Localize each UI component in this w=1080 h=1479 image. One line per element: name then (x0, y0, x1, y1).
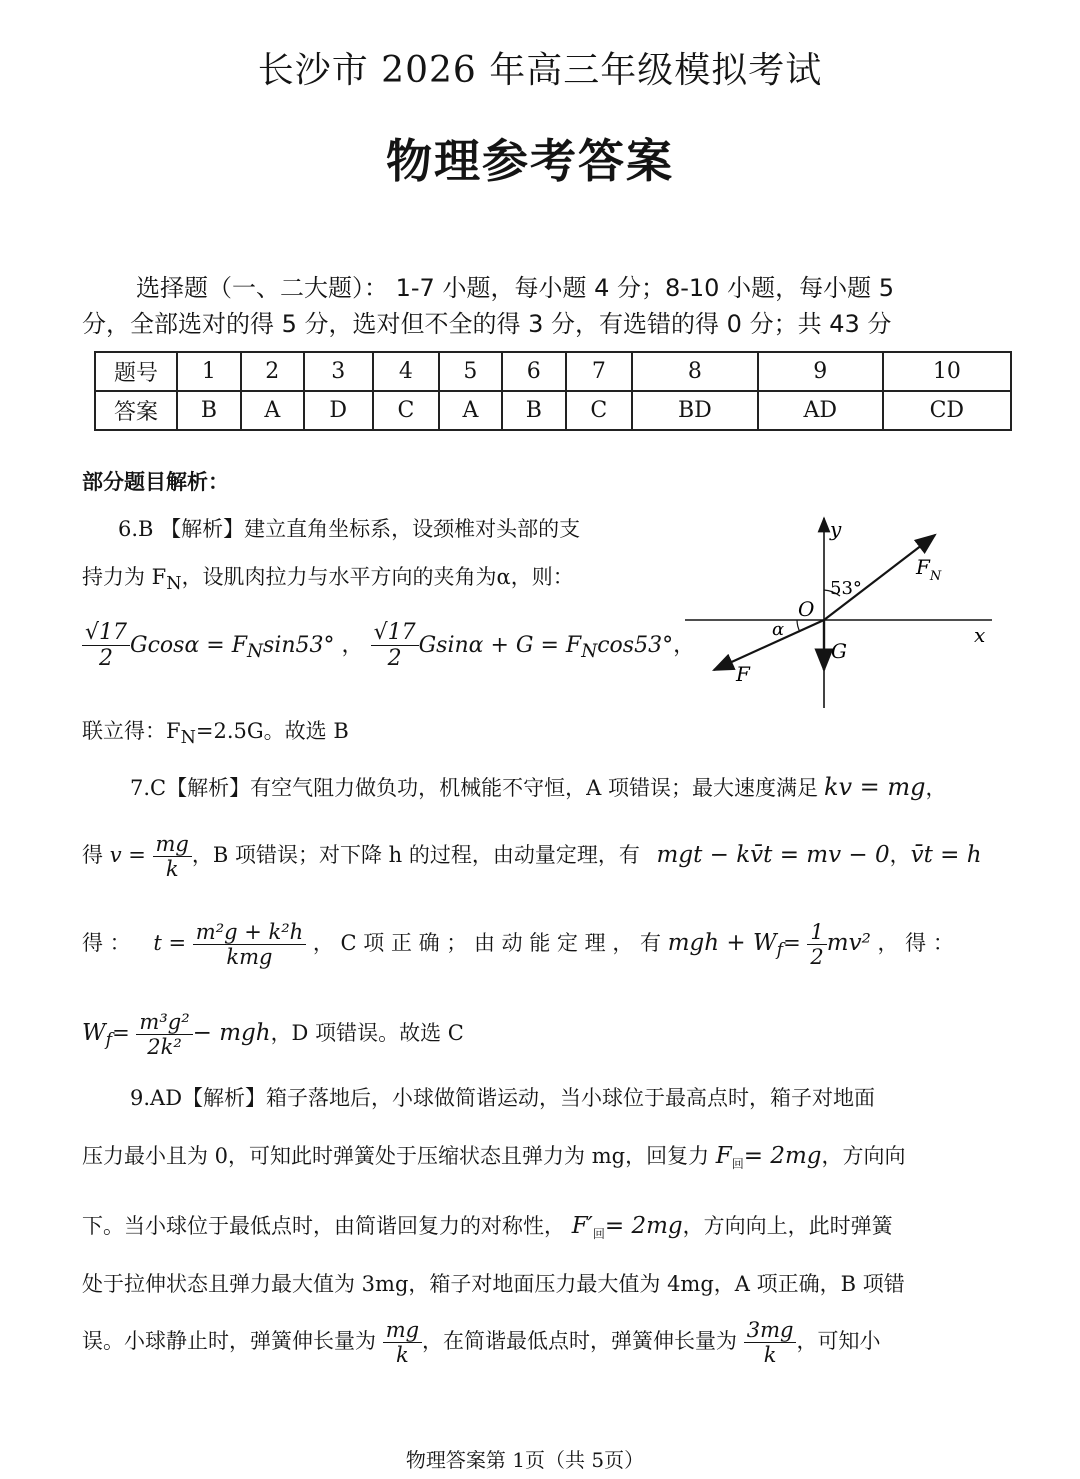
q6-text: 持力为 F (82, 565, 167, 589)
q9-line-2: 压力最小且为 0，可知此时弹簧处于压缩状态且弹力为 mg，回复力 $F_回= 2mg$，方向向 (82, 1143, 906, 1172)
q7-line-4: $W_f=$ $\frac{\text{m³g²}}{\text{2k²}}$ − mgh，D 项错误。故选 C (82, 1010, 464, 1060)
q6-line-2 (82, 561, 574, 594)
wf-fraction: $\frac{\text{m³g²}}{\text{2k²}}$ (136, 1010, 192, 1059)
alpha-label: α (772, 619, 785, 640)
f-arrow (714, 620, 824, 670)
q9-line-3: 下。当小球位于最低点时，由简谐回复力的对称性， $F'_回= 2mg$，方向向上，此时弹簧 (82, 1213, 893, 1242)
3mg-k-fraction: $\frac{3mg}{k}$ (744, 1318, 797, 1367)
q6-equations: $\frac{√17}{2}$ $Gcos\alpha = F_N\sin 53^\circ$ ， $\frac{√17}{2}$ $Gsin\alpha + G = F_N\cos 53^\circ$， (82, 620, 695, 672)
intro-line-1: 选择题（一、二大题）： 1-7 小题，每小题 4 分；8-10 小题，每小题 5 (136, 274, 894, 302)
table-cell: A (439, 391, 502, 430)
q7-line-3: 得 ： t = $\frac{\text{m²g + k²h}}{\text{kmg}}$ ， C 项 正 确 ； 由 动 能 定 理 ， 有 mgh + $W_f=$ $\frac{1}{2}$ mv² ， 得 ： (82, 920, 954, 970)
table-cell: 10 (883, 352, 1011, 391)
table-cell: 1 (177, 352, 241, 391)
table-cell: 8 (632, 352, 758, 391)
page-footer: 物理答案第 1页（共 5页） (405, 1448, 645, 1472)
table-cell: C (373, 391, 439, 430)
table-cell: CD (883, 391, 1011, 430)
table-cell: 6 (502, 352, 566, 391)
row-label-number: 题号 (95, 352, 177, 391)
q9-line-5: 误。小球静止时，弹簧伸长量为 $\frac{mg}{k}$ ，在简谐最低点时，弹簧伸长量为 $\frac{3mg}{k}$ ，可知小 (82, 1318, 881, 1368)
angle-53-label: 53° (830, 578, 862, 599)
q7-line-1: 7.C【解析】有空气阻力做负功，机械能不守恒，A 项错误；最大速度满足 kv = mg， (130, 773, 947, 801)
table-cell: 4 (373, 352, 439, 391)
table-cell: 3 (304, 352, 373, 391)
half-fraction: $\frac{1}{2}$ (807, 920, 826, 969)
q9-line-1: 9.AD【解析】箱子落地后，小球做简谐运动，当小球位于最高点时，箱子对地面 (130, 1086, 876, 1110)
table-cell: C (566, 391, 632, 430)
q9-line-4: 处于拉伸状态且弹力最大值为 3mg，箱子对地面压力最大值为 4mg，A 项正确，B 项错 (82, 1272, 905, 1296)
sqrt17-fraction: $\frac{√17}{2}$ (82, 620, 130, 672)
table-cell: 9 (758, 352, 883, 391)
q6-text-tail: ，设肌肉拉力与水平方向的夹角为α，则： (181, 565, 574, 589)
eq1: Gcosα = F (130, 632, 247, 658)
g-label: G (831, 639, 847, 663)
y-axis-label: y (830, 517, 842, 541)
mg-k-fraction: $\frac{mg}{k}$ (383, 1318, 422, 1367)
exam-title: 长沙市 2026 年高三年级模拟考试 (257, 50, 823, 91)
table-cell: AD (758, 391, 883, 430)
table-cell: 7 (566, 352, 632, 391)
question-number-row (95, 352, 1011, 391)
answer-table (94, 351, 1012, 431)
intro-line-2: 分，全部选对的得 5 分，选对但不全的得 3 分，有选错的得 0 分；共 43 分 (82, 310, 892, 338)
q6-result: 联立得：$F_N=2.5G$。故选 B (82, 719, 349, 749)
fn-label: $F_N$ (916, 555, 942, 584)
q7-line-2: 得 v = $\frac{mg}{k}$ ，B 项错误；对下降 h 的过程，由动量定理，有 mgt − kv̄t = mv − 0，v̄t = h (82, 832, 982, 882)
page-title: 物理参考答案 (386, 134, 674, 188)
table-cell: A (241, 391, 304, 430)
origin-label: O (798, 597, 815, 621)
sqrt17-fraction-2: $\frac{√17}{2}$ (371, 620, 419, 672)
table-cell: 5 (439, 352, 502, 391)
x-axis-label: x (974, 623, 986, 647)
t-fraction: $\frac{\text{m²g + k²h}}{\text{kmg}}$ (193, 920, 306, 969)
section-title: 部分题目解析： (82, 470, 229, 494)
v-fraction: $\frac{mg}{k}$ (153, 832, 192, 881)
force-diagram (680, 510, 1010, 715)
table-cell: 2 (241, 352, 304, 391)
table-cell: BD (632, 391, 758, 430)
row-label-answer: 答案 (95, 391, 177, 430)
table-cell: B (177, 391, 241, 430)
table-cell: B (502, 391, 566, 430)
q6-line-1: 6.B 【解析】建立直角坐标系，设颈椎对头部的支 (118, 517, 581, 541)
f-label: F (736, 662, 750, 686)
alpha-arc (797, 620, 800, 632)
eq2: Gsinα + G = F (418, 632, 582, 658)
q6-sub: N (166, 574, 182, 595)
answer-row (95, 391, 1011, 430)
table-cell: D (304, 391, 373, 430)
